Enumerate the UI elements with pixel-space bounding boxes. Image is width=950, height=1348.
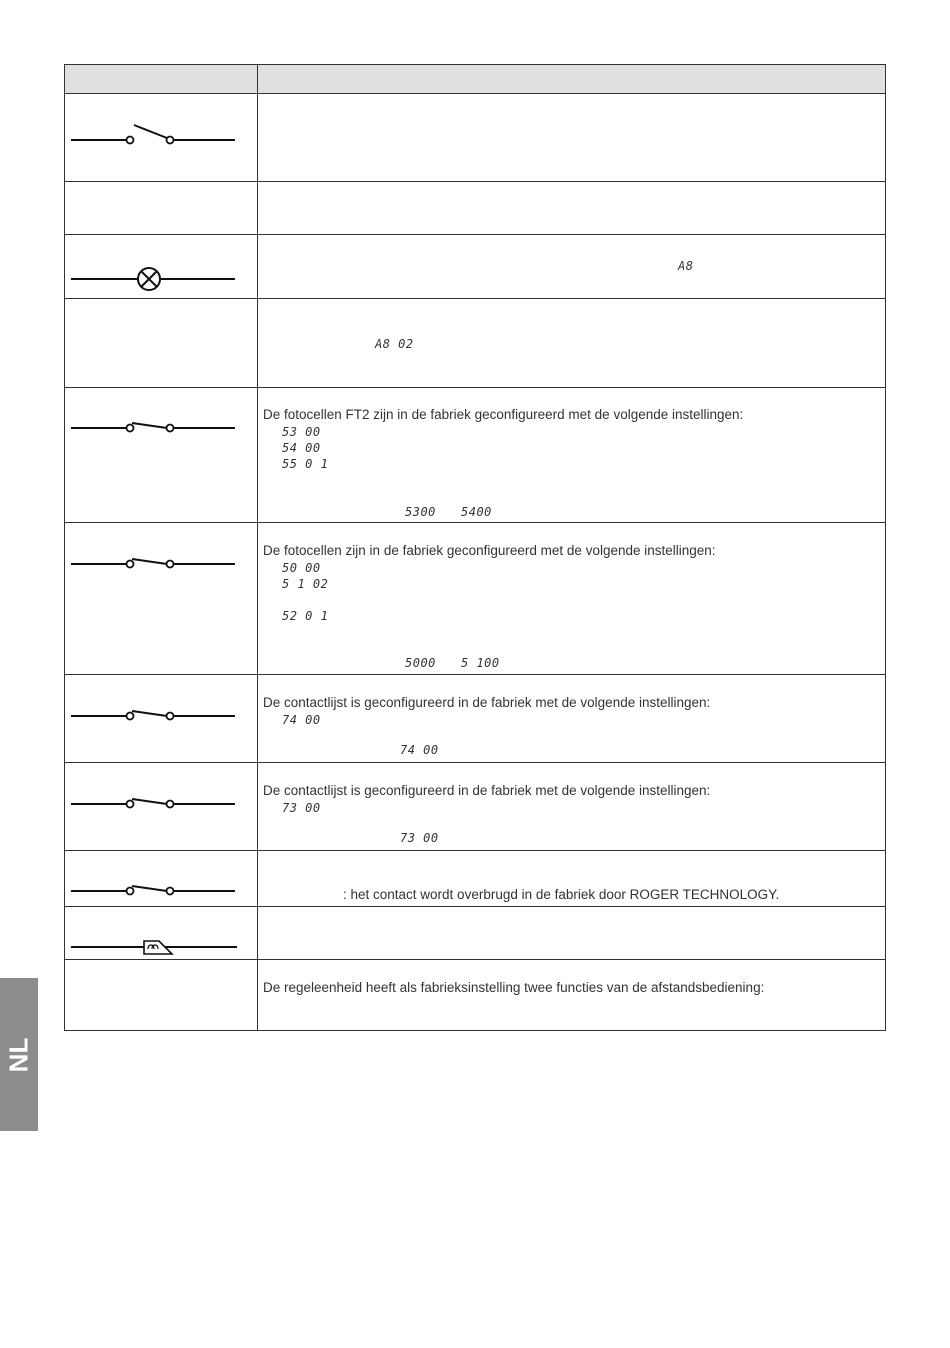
symbol-cell bbox=[65, 675, 258, 762]
symbol-cell bbox=[65, 299, 258, 387]
row-text: De regeleenheid heeft als fabrieksinstelling twee functies van de afstandsbediening: bbox=[263, 980, 765, 995]
display-code: 73 00 bbox=[282, 801, 321, 815]
display-code: 74 00 bbox=[400, 743, 439, 757]
row-text: De contactlijst is geconfigureerd in de fabriek met de volgende instellingen: bbox=[263, 783, 711, 798]
switch-nc-icon bbox=[65, 523, 258, 675]
symbol-cell bbox=[65, 907, 258, 959]
table-row bbox=[65, 850, 885, 906]
switch-nc-icon bbox=[65, 675, 258, 763]
table-row bbox=[65, 93, 885, 181]
description-cell bbox=[258, 960, 885, 1030]
connections-table bbox=[64, 64, 886, 1031]
symbol-cell bbox=[65, 763, 258, 850]
table-row bbox=[65, 298, 885, 387]
display-code: 5000 bbox=[405, 656, 436, 670]
lamp-icon bbox=[65, 235, 258, 299]
row-text: De fotocellen zijn in de fabriek geconfigureerd met de volgende instellingen: bbox=[263, 543, 716, 558]
display-code: 5400 bbox=[461, 505, 492, 519]
table-row bbox=[65, 762, 885, 850]
header-col-description bbox=[258, 65, 885, 93]
display-code: A8 bbox=[678, 259, 694, 273]
symbol-cell bbox=[65, 388, 258, 522]
table-row bbox=[65, 906, 885, 959]
table-row bbox=[65, 959, 885, 1030]
symbol-cell bbox=[65, 960, 258, 1030]
symbol-cell bbox=[65, 523, 258, 674]
table-row bbox=[65, 674, 885, 762]
switch-nc-icon bbox=[65, 763, 258, 851]
switch-open-icon bbox=[65, 94, 258, 182]
row-text: : het contact wordt overbrugd in de fabriek door ROGER TECHNOLOGY. bbox=[343, 887, 780, 902]
display-code: 55 0 1 bbox=[282, 457, 329, 471]
switch-nc-icon bbox=[65, 388, 258, 523]
description-cell bbox=[258, 523, 885, 674]
description-cell bbox=[258, 94, 885, 181]
description-cell bbox=[258, 299, 885, 387]
description-cell bbox=[258, 388, 885, 522]
symbol-cell bbox=[65, 851, 258, 906]
display-code: 74 00 bbox=[282, 713, 321, 727]
description-cell bbox=[258, 235, 885, 298]
display-code: 53 00 bbox=[282, 425, 321, 439]
table-row bbox=[65, 522, 885, 674]
description-cell bbox=[258, 851, 885, 906]
description-cell bbox=[258, 182, 885, 234]
table-row bbox=[65, 387, 885, 522]
display-code: 5300 bbox=[405, 505, 436, 519]
row-text: De contactlijst is geconfigureerd in de fabriek met de volgende instellingen: bbox=[263, 695, 711, 710]
table-header bbox=[65, 65, 885, 93]
header-col-symbol bbox=[65, 65, 258, 93]
description-cell bbox=[258, 907, 885, 959]
display-code: A8 02 bbox=[375, 337, 414, 351]
description-cell bbox=[258, 763, 885, 850]
display-code: 54 00 bbox=[282, 441, 321, 455]
language-tab bbox=[0, 978, 38, 1131]
display-code: 5 1 02 bbox=[282, 577, 329, 591]
table-row bbox=[65, 234, 885, 298]
display-code: 52 0 1 bbox=[282, 609, 329, 623]
row-text: De fotocellen FT2 zijn in de fabriek geconfigureerd met de volgende instellingen: bbox=[263, 407, 744, 422]
symbol-cell bbox=[65, 94, 258, 181]
display-code: 73 00 bbox=[400, 831, 439, 845]
symbol-cell bbox=[65, 182, 258, 234]
display-code: 50 00 bbox=[282, 561, 321, 575]
language-label: NL bbox=[3, 1037, 34, 1072]
display-code: 5 100 bbox=[461, 656, 500, 670]
switch-nc-icon bbox=[65, 851, 258, 907]
symbol-cell bbox=[65, 235, 258, 298]
antenna-icon bbox=[65, 907, 258, 960]
table-row bbox=[65, 181, 885, 234]
description-cell bbox=[258, 675, 885, 762]
